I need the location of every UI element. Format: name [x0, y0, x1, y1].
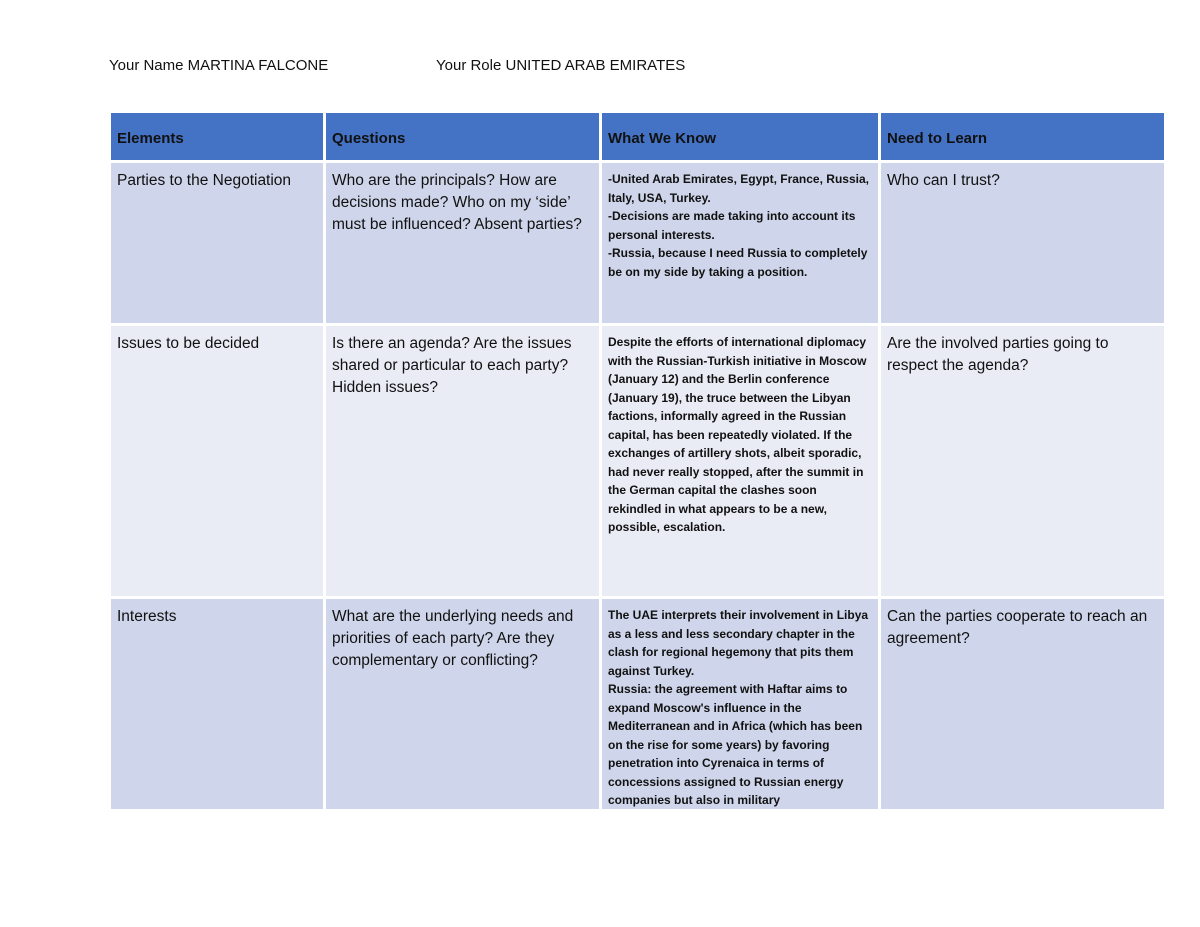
know-line: -United Arab Emirates, Egypt, France, Russia, Italy, USA, Turkey.: [608, 172, 869, 205]
know-line: -Russia, because I need Russia to completely be on my side by taking a position.: [608, 246, 868, 279]
what-we-know-cell: [602, 163, 878, 285]
element-cell: Interests: [117, 608, 177, 625]
your-name-label: Your Name MARTINA FALCONE: [109, 57, 329, 74]
your-role-label: Your Role UNITED ARAB EMIRATES: [436, 57, 686, 74]
what-we-know-cell: [602, 326, 878, 541]
questions-cell: Who are the principals? How are decisions made? Who on my ‘side’ must be influenced? Absent parties?: [332, 172, 582, 233]
know-line: Despite the efforts of international diplomacy with the Russian-Turkish initiative in Moscow (January 12) and the Berlin conference (January 19), the truce between the Libyan factions, informally agreed in the Russian capital, has been repeatedly violated. If the exchanges of artillery shots, albeit sporadic, had never really stopped, after the summit in the German capital the clashes soon rekindled in what appears to be a new, possible, escalation.: [608, 335, 867, 534]
element-cell: Issues to be decided: [117, 335, 260, 352]
know-line: The UAE interprets their involvement in Libya as a less and less secondary chapter in the clash for regional hegemony that pits them against Turkey.: [608, 608, 869, 678]
column-header-what-we-know: What We Know: [601, 112, 880, 162]
need-to-learn-cell: Are the involved parties going to respect the agenda?: [887, 335, 1109, 374]
table-header-row: [110, 112, 1166, 162]
questions-cell: Is there an agenda? Are the issues shared or particular to each party? Hidden issues?: [332, 335, 572, 396]
column-header-questions: Questions: [325, 112, 601, 162]
element-cell: Parties to the Negotiation: [117, 172, 292, 189]
questions-cell: What are the underlying needs and priorities of each party? Are they complementary or conflicting?: [332, 608, 574, 669]
know-line: Russia: the agreement with Haftar aims to expand Moscow's influence in the Mediterranean and in Africa (which has been on the rise for some years) by favoring penetration into Cyrenaica in terms of concessions assigned to Russian energy companies but also in military: [608, 682, 863, 807]
what-we-know-cell: [602, 599, 878, 809]
know-line: -Decisions are made taking into account its personal interests.: [608, 209, 856, 242]
table-row: [110, 162, 1166, 325]
need-to-learn-cell: Who can I trust?: [887, 172, 1000, 189]
column-header-elements: Elements: [110, 112, 325, 162]
table-row: [110, 325, 1166, 598]
need-to-learn-cell: Can the parties cooperate to reach an agreement?: [887, 608, 1148, 647]
table-row: [110, 598, 1166, 811]
column-header-need-to-learn: Need to Learn: [880, 112, 1166, 162]
negotiation-table: [108, 110, 1167, 812]
